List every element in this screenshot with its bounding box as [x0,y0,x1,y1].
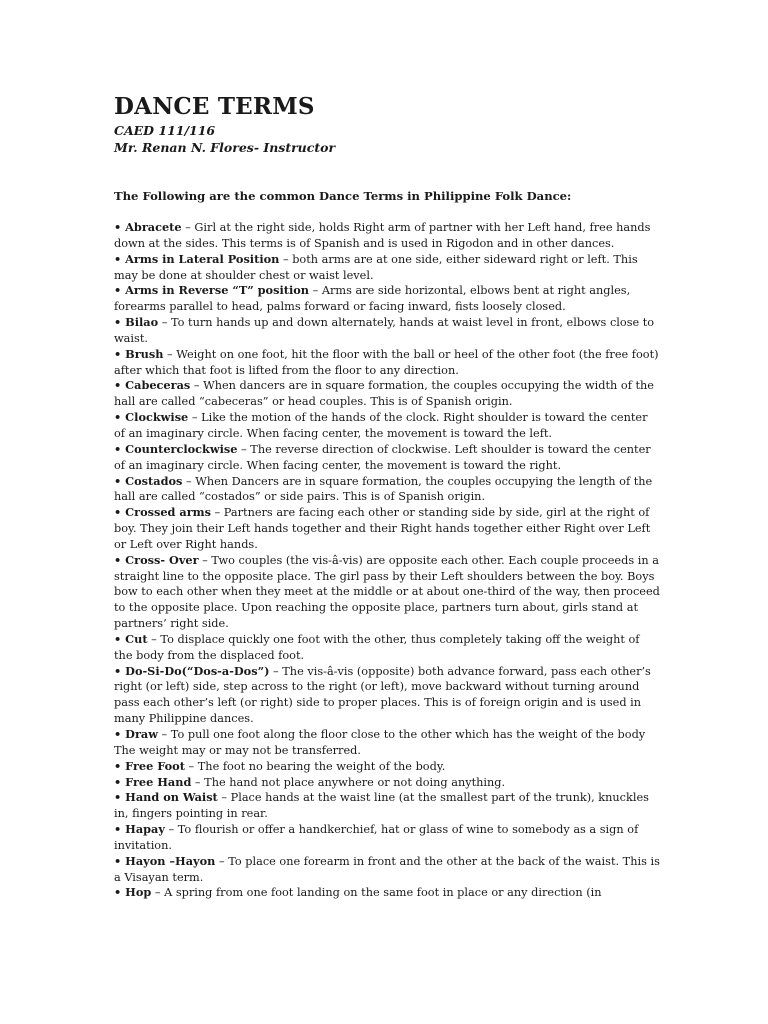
term-entry [114,553,660,632]
term-name: Counterclockwise [125,441,238,456]
term-name: Cabeceras [125,378,191,393]
term-name: Hapay [125,822,165,837]
term-definition: – Place hands at the waist line (at the smallest part of the trunk), knuckles in, fingers pointing in rear. [114,791,649,821]
bullet-icon: • [114,758,126,773]
bullet-icon: • [114,251,126,266]
term-definition: – Girl at the right side, holds Right arm of partner with her Left hand, free hands down at the sides. This terms is of Spanish and is used in Rigodon and in other dances. [114,221,651,250]
bullet-icon: • [114,663,126,678]
term-definition: – The vis-â-vis (opposite) both advance forward, pass each other’s right (or left) side, step across to the right (or left), move backward without turning around pass each other’s left (or right) side to proper places. This is of foreign origin and is used in many Philippine dances. [114,664,651,726]
term-entry [114,885,660,901]
term-entry [114,474,660,506]
bullet-icon: • [114,822,126,837]
term-name: Arms in Lateral Position [125,251,280,266]
term-entry [114,378,660,410]
term-entry [114,664,660,727]
term-name: Costados [125,473,183,488]
term-entry [114,410,660,442]
term-definition: – To pull one foot along the floor close to the other which has the weight of the body The weight may or may not be transferred. [114,728,646,757]
bullet-icon: • [114,505,126,520]
bullet-icon: • [114,631,126,646]
term-entry [114,854,660,886]
term-entry [114,775,660,791]
term-entry [114,759,660,775]
term-name: Bilao [125,315,159,330]
term-definition: – Two couples (the vis-â-vis) are opposite each other. Each couple proceeds in a straight line to the opposite place. The girl pass by their Left shoulders between the boy. Boys bow to each other when they meet at the middle or at about one-third of the way, then proceed to the opposite place. Upon reaching the opposite place, partners turn about, girls stand at partners’ right side. [114,553,660,631]
bullet-icon: • [114,853,126,868]
bullet-icon: • [114,378,126,393]
term-name: Cross- Over [125,552,199,567]
course-code: CAED 111/116 [114,123,216,138]
term-entry [114,442,660,474]
term-name: Crossed arms [125,505,211,520]
term-definition: – Weight on one foot, hit the floor with the ball or heel of the other foot (the free foot) after which that foot is lifted from the floor to any direction. [114,347,659,377]
term-name: Arms in Reverse “T” position [125,283,309,298]
bullet-icon: • [114,283,126,298]
spacer [114,156,660,188]
bullet-icon: • [114,346,126,361]
term-name: Cut [125,631,148,646]
term-entry [114,727,660,759]
bullet-icon: • [114,410,126,425]
term-name: Free Foot [125,758,185,773]
term-definition: – both arms are at one side, either sideward right or left. This may be done at shoulder chest or waist level. [114,252,638,282]
term-entry [114,252,660,284]
term-name: Draw [125,727,158,741]
term-entry [114,505,660,553]
term-name: Hop [125,885,152,900]
bullet-icon: • [114,441,126,456]
term-name: Hayon –Hayon [125,853,216,868]
term-definition: – To displace quickly one foot with the other, thus completely taking off the weight of the body from the displaced foot. [114,632,640,662]
document-page [114,92,660,901]
bullet-icon: • [114,473,126,488]
bullet-icon: • [114,552,126,567]
term-name: Abracete [125,220,182,234]
term-definition: – The foot no bearing the weight of the body. [184,759,446,773]
term-name: Hand on Waist [125,790,218,805]
terms-list [114,220,660,901]
instructor-name: Mr. Renan N. Flores- Instructor [114,140,336,155]
bullet-icon: • [114,790,126,805]
bullet-icon: • [114,315,126,330]
term-definition: – The reverse direction of clockwise. Left shoulder is toward the center of an imaginary circle. When facing center, the movement is toward the right. [114,442,651,472]
term-name: Free Hand [125,774,192,789]
term-definition: – A spring from one foot landing on the same foot in place or any direction (in [151,886,602,900]
term-definition: – To flourish or offer a handkerchief, hat or glass of wine to somebody as a sign of invitation. [114,823,639,852]
term-entry [114,220,660,252]
bullet-icon: • [114,727,126,741]
term-entry [114,790,660,822]
term-name: Do-Si-Do(“Dos-a-Dos”) [125,663,270,678]
term-definition: – Like the motion of the hands of the clock. Right shoulder is toward the center of an imaginary circle. When facing center, the movement is toward the left. [114,411,648,440]
term-definition: – To turn hands up and down alternately, hands at waist level in front, elbows close to waist. [114,316,655,345]
term-definition: – When Dancers are in square formation, the couples occupying the length of the hall are called “costados” or side pairs. This is of Spanish origin. [114,474,653,504]
term-entry [114,283,660,315]
term-definition: – The hand not place anywhere or not doing anything. [191,775,506,789]
spacer [114,204,660,220]
term-definition: – Partners are facing each other or standing side by side, girl at the right of boy. They join their Left hands together and their Right hands together either Right over Left or Left over Right hands. [114,506,651,551]
term-definition: – When dancers are in square formation, the couples occupying the width of the hall are called “cabeceras” or head couples. This is of Spanish origin. [114,379,654,409]
term-entry [114,632,660,664]
term-name: Brush [125,346,164,361]
term-entry [114,315,660,347]
term-entry [114,822,660,854]
term-definition: – Arms are side horizontal, elbows bent at right angles, forearms parallel to head, palms forward or facing inward, fists loosely closed. [114,284,631,314]
term-name: Clockwise [125,410,189,425]
term-entry [114,347,660,379]
bullet-icon: • [114,885,126,900]
document-title: DANCE TERMS [114,93,315,120]
bullet-icon: • [114,774,126,789]
term-definition: – To place one forearm in front and the other at the back of the waist. This is a Visayan term. [114,854,660,884]
intro-heading: The Following are the common Dance Terms in Philippine Folk Dance: [114,189,572,203]
bullet-icon: • [114,220,126,234]
